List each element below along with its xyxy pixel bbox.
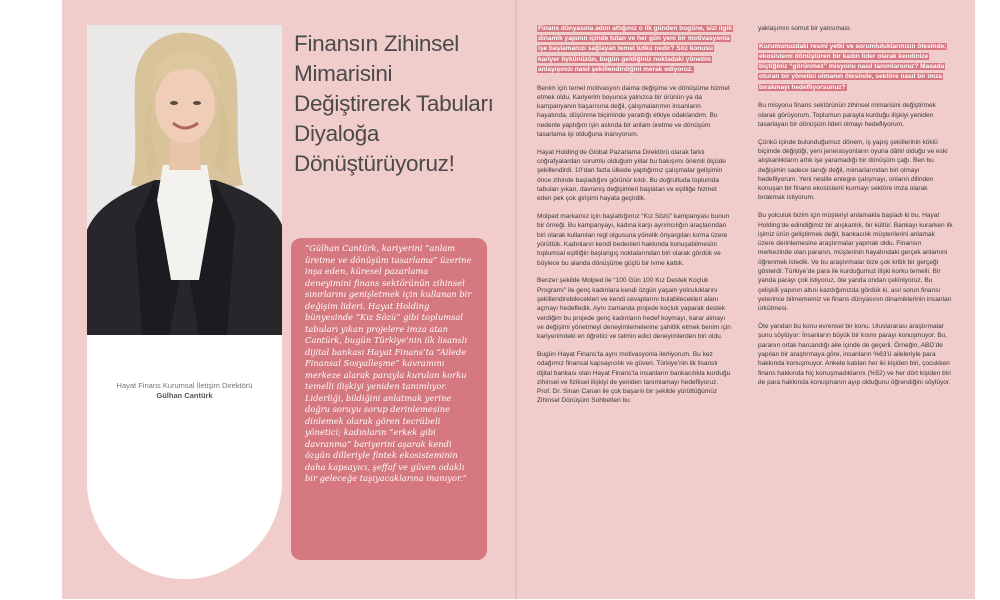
right-page — [517, 0, 975, 599]
article-headline: Finansın Zihinsel Mimarisini Değiştirerek Tabuları Diyaloğa Dönüştürüyoruz! — [294, 31, 494, 176]
paragraph: Benzer şekilde Molped ile “100 Gün 100 Kız Destek Koçluk Programı” ile genç kadınlara kendi özgün yaşam yolculuklarını şekillendirebilecekleri ve kendi cevaplarını bulabilecekleri alanı açmayı hedefledik. Aynı zamanda projede koçluk yaparak destek verdiğim bu projede genç kadınların hedef koymayı, karar almayı ve değişimi yönetmeyi deneyimlemelerine şahitlik etmek benim için kariyerimdeki en öğretici ve tatmin edici deneyimlerden biri oldu. — [537, 277, 731, 341]
paragraph — [758, 42, 953, 93]
portrait-card — [87, 25, 282, 579]
paragraph: Hayat Holding’de Global Pazarlama Direktörü olarak farklı coğrafyalardan sorumlu olduğum yıllar bu bakışımı önemli ölçüde şekillendirdi. 10’dan fazla ülkede yaptığımız çalışmalar gelişimin önce zihinde başladığını görünür kıldı. Bu doğrultuda toplumda tabuları yıkan, davranış değişimleri başlatan ve eşitliğe hizmet eden pek çok girişimi hayata geçirdik. — [537, 148, 726, 203]
interview-question: Finans dünyasına adım attığınız o ilk günden bugüne, sizi ilgili dinamik yapının içinde tutan ve her gün yeni bir motivasyonla işe başlamanızı sağlayan temel tutku nedir? Söz konusu kariyer öykünüzün, bugün geldiğiniz noktadaki yönetim anlayışınızı nasıl şekillendirdiğini merak ediyoruz. — [538, 25, 732, 73]
interview-question: Kurumunuzdaki resmî yetki ve sorumluluklarınızın ötesinde; ekosistemi dönüştüren bir kadın lider olarak kendinize biçtiğiniz “görünmez” misyonu nasıl tanımlarsınız? Masada oturan bir yönetici olmanın ötesinde, sektöre nasıl bir imza bırakmayı hedefliyorsunuz? — [759, 42, 947, 91]
text-column-right — [758, 24, 953, 396]
pull-quote-box — [291, 238, 487, 560]
paragraph: Benim için temel motivasyon daima değişime ve dönüşüme hizmet etmek oldu. Kariyerim boyunca yalnızca bir ürünün ya da kampanyanın başarısına değil, çalışmalarımın insanların hayatında, düşünme biçiminde yarattığı etkiye odaklandım. Bu nedenle yaptığım işin aslında bir anlam üretme ve dönüşüm tasarlama işi olduğuna inanıyorum. — [537, 84, 730, 138]
paragraph: Çünkü içinde bulunduğumuz dönem, iş yapış şekillerinin köklü biçimde değiştiği, yeni jenerasyonların oyuna dâhil olduğu ve eski alışkanlıkların artık işe yaramadığı bir dönüşüm çağı. Ben bu değişimin sadece tanığı değil, mimarlarından biri olmayı hedefliyorum. Yeni nesille entegre çalışmayı, onların dilinden konuşan bir finans ekosistemi kurmayı sektöre imza olarak bırakmak istiyorum. — [758, 138, 948, 202]
text-column-left — [537, 24, 732, 414]
caption-name: Gülhan Cantürk — [156, 391, 213, 400]
left-page — [62, 0, 515, 599]
portrait-illustration — [87, 25, 282, 335]
paragraph: Molped markamız için başlattığımız “Kız Sözü” kampanyası bunun bir örneği. Bu kampanyayı, kadına karşı ayrımcılığın araçlarından biri olarak kullanılan regl olgusuna yönelik önyargıları kırma üzere yürüttük. Kadınların kendi bedenleri hakkında konuşabilmesini toplumsal eşitliğin başlangıç noktalarından biri olarak gördük ve böylece bu alanda dönüşüme güçlü bir ivme kattık. — [537, 213, 730, 267]
portrait-caption — [87, 381, 282, 401]
paragraph — [537, 24, 732, 75]
portrait-photo — [87, 25, 282, 335]
caption-role: Hayat Finans Kurumsal İletişim Direktörü — [116, 381, 253, 390]
paragraph: yaklaşımın somut bir yansıması. — [758, 25, 852, 32]
paragraph: Bu yolculuk bizim için müşteriyi anlamakla başladı ki bu, Hayat Holding’de edindiğimiz bir alışkanlık, bir kültür. Bankayı kurarken ilk işimiz ürün geliştirmek değil, bankacılık müşterilerini anlamak üzere derinlemesine araştırmalar yapmak oldu. Finansın merkezinde olan paranın, müşterinin hayatındaki gerçek anlamını öğrenmek istedik. Ve bu araştırmalar bize çok kritik bir gerçeği gösterdi: Türkiye’de para ile kurduğumuz ilişki korku temelli. Bir yanda parayı çok istiyoruz, öte yanda ondan çekiniyoruz. Bu çelişkili yapının altını kazdığımızda gördük ki, asıl sorun finansı yeterince bilmememiz ve finans dünyasının dinamiklerinin insanları ürkütmesi. — [758, 212, 953, 313]
paragraph: Bugün Hayat Finans’ta aynı motivasyonla ilerliyorum. Bu kez odağımız finansal kapsayıcılık ve güven. Türkiye’nin ilk lisanslı dijital bankası olan Hayat Finans’ta insanların bankacılıkla kurduğu zihinsel ve fiziksel ilişkiyi de yeniden tanımlamayı hedefliyoruz. Prof. Dr. Sinan Canan ile çok başarılı bir şekilde yürüttüğümüz Zihinsel Dönüşüm Sohbetleri bu — [537, 350, 731, 405]
paragraph: Öte yandan bu konu evrensel bir konu. Uluslararası araştırmalar şunu söylüyor: İnsanların büyük bir kısmı parayı konuşmuyor. Bu, paranın ortak harcandığı aile içinde de geçerli. Örneğin, ABD’de yapılan bir araştırmaya göre, insanların %63’ü aileleriyle para hakkında konuşmuyor. Ankete katılan her iki kişiden biri, çocukken finans hakkında hiç konuşmadıklarını (%52) ve her dört kişiden biri de para hakkında konuşmanın ayıp olduğunu öğrendiğini söylüyor. — [758, 323, 951, 386]
pull-quote-text: “Gülhan Cantürk, kariyerini “anlam üretme ve dönüşüm tasarlama” üzerine inşa eden, küresel pazarlama deneyimini finans sektörünün zihinsel sınırlarını genişletmek için kullanan bir değişim lideri. Hayat Holding bünyesinde “Kız Sözü” gibi toplumsal tabuları yıkan projelere imza atan Cantürk, bugün Türkiye’nin ilk lisanslı dijital bankası Hayat Finans’ta “Ailede Finansal Sosyalleşme” kavramını merkeze alarak parayla kurulan korku temelli ilişkiyi yeniden tanımlıyor. Liderliği, bildiğini anlatmak yerine doğru soruyu sorup derinlemesine dinlemek olarak gören tecrübeli yönetici; kadınların “erkek gibi davranma” bariyerini aşarak kendi özgün dilleriyle fintek ekosisteminin daha kapsayıcı, şeffaf ve güven odaklı bir geleceğe taşıyacaklarına inanıyor.” — [305, 243, 472, 483]
magazine-spread — [62, 0, 975, 599]
paragraph: Bu misyonu finans sektörünün zihinsel mimarisini değiştirmek olarak görüyorum. Toplumun parayla kurduğu ilişkiyi yeniden tasarlayan bir dönüşüm lideri olmayı hedefliyorum. — [758, 102, 936, 128]
